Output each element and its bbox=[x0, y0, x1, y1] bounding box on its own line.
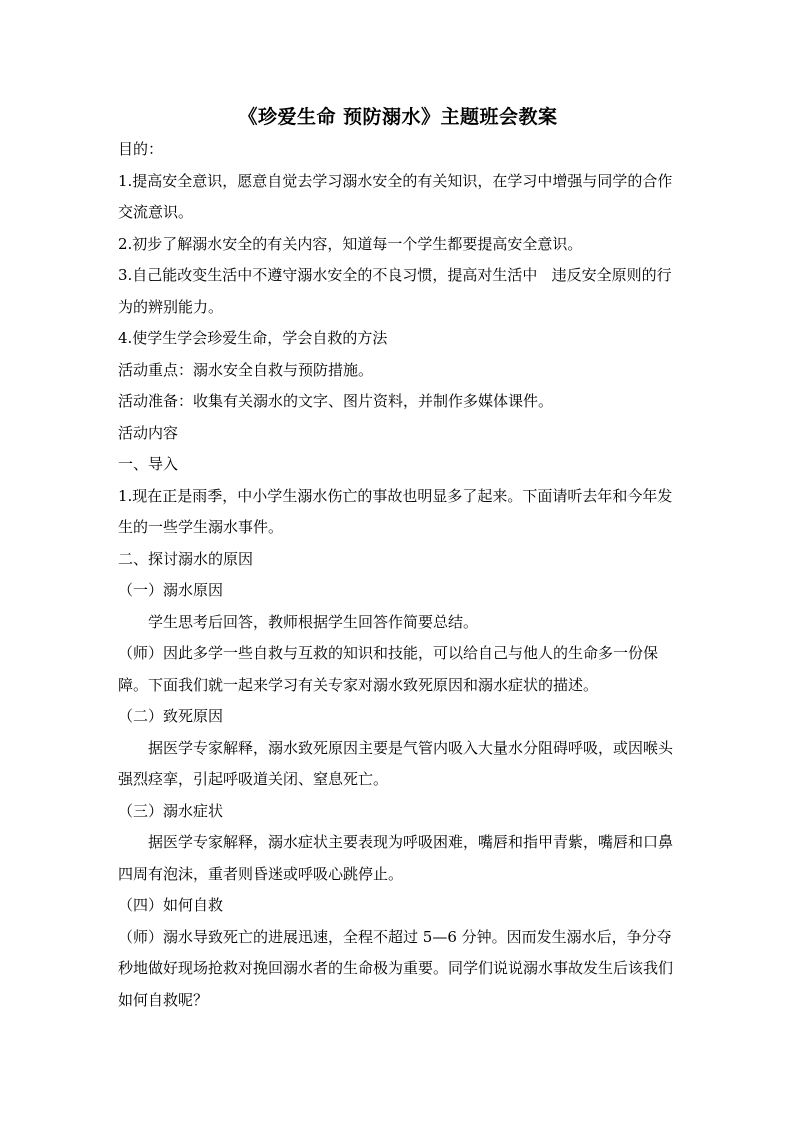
causes-paragraph: 学生思考后回答，教师根据学生回答作简要总结。 bbox=[148, 612, 479, 631]
subsection-fatal-causes: （二）致死原因 bbox=[118, 707, 224, 725]
teacher-paragraph-1: （师）因此多学一些自救与互救的知识和技能，可以给自己与他人的生命多一份保障。下面我们就一起来学习有关专家对溺水致死原因和溺水症状的描述。 bbox=[118, 644, 659, 694]
document-body bbox=[118, 104, 678, 1016]
activity-content-heading: 活动内容 bbox=[118, 423, 179, 442]
goal-item-1: 1.提高安全意识，愿意自觉去学习溺水安全的有关知识，在学习中增强与同学的合作交流意识。 bbox=[118, 171, 673, 221]
activity-preparation: 活动准备：收集有关溺水的文字、图片资料，并制作多媒体课件。 bbox=[118, 392, 554, 410]
subsection-self-rescue: （四）如何自救 bbox=[118, 896, 224, 914]
activity-focus: 活动重点：溺水安全自救与预防措施。 bbox=[118, 360, 374, 379]
section-goal-heading: 目的： bbox=[118, 140, 164, 158]
goal-item-2: 2.初步了解溺水安全的有关内容，知道每一个学生都要提高安全意识。 bbox=[118, 234, 583, 253]
fatal-causes-paragraph: 据医学专家解释，溺水致死原因主要是气管内吸入大量水分阻碍呼吸，或因喉头强烈痉挛，引起呼吸道关闭、窒息死亡。 bbox=[118, 738, 674, 788]
intro-paragraph: 1.现在正是雨季，中小学生溺水伤亡的事故也明显多了起来。下面请听去年和今年发生的一些学生溺水事件。 bbox=[118, 486, 673, 536]
symptoms-paragraph: 据医学专家解释，溺水症状主要表现为呼吸困难，嘴唇和指甲青紫，嘴唇和口鼻四周有泡沫，重者则昏迷或呼吸心跳停止。 bbox=[118, 833, 674, 883]
subsection-symptoms: （三）溺水症状 bbox=[118, 801, 224, 820]
subsection-drowning-causes: （一）溺水原因 bbox=[118, 581, 224, 599]
document-title: 《珍爱生命 预防溺水》主题班会教案 bbox=[238, 106, 558, 128]
section-intro-heading: 一、导入 bbox=[118, 455, 179, 473]
section-causes-heading: 二、探讨溺水的原因 bbox=[118, 549, 254, 568]
goal-item-4: 4.使学生学会珍爱生命，学会自救的方法 bbox=[118, 329, 388, 347]
goal-item-3: 3.自己能改变生活中不遵守溺水安全的不良习惯，提高对生活中 违反安全原则的行为的辨别能力。 bbox=[118, 266, 672, 316]
teacher-paragraph-2: （师）溺水导致死亡的进展迅速，全程不超过 5—6 分钟。因而发生溺水后，争分夺秒地做好现场抢救对挽回溺水者的生命极为重要。同学们说说溺水事故发生后该我们如何自救呢？ bbox=[118, 927, 674, 1009]
